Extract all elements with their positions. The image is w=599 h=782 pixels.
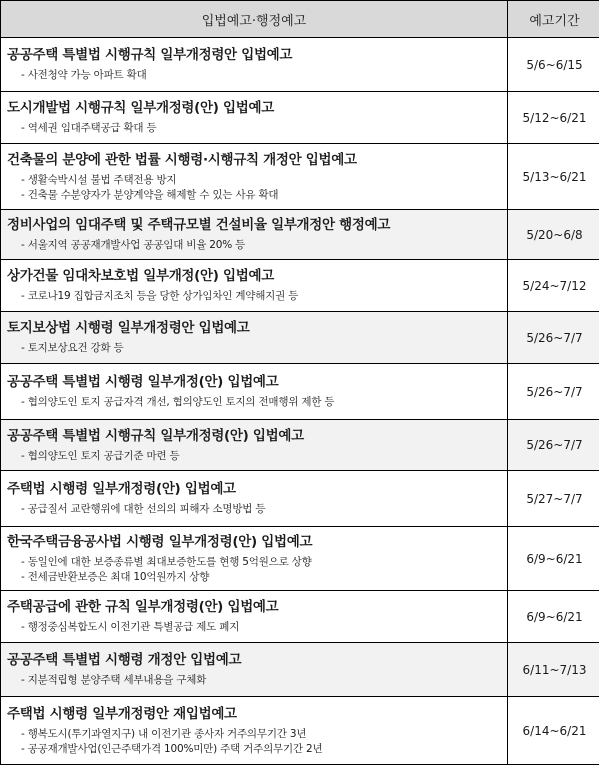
table-row xyxy=(1,643,599,697)
row-period: 5/13~6/21 xyxy=(508,144,599,210)
row-period: 5/27~7/7 xyxy=(508,471,599,527)
row-item: - 공공재개발사업(인근주택가격 100%미만) 주택 거주의무기간 2년 xyxy=(21,742,323,755)
row-item: - 협의양도인 토지 공급기준 마련 등 xyxy=(21,449,180,462)
row-period: 5/12~6/21 xyxy=(508,92,599,144)
row-title: 공공주택 특별법 시행령 일부개정(안) 입법예고 xyxy=(7,374,279,390)
header-notice: 입법예고·행정예고 xyxy=(1,1,508,38)
table-row xyxy=(1,210,599,260)
row-item: - 협의양도인 토지 공급자격 개선, 협의양도인 토지의 전매행위 제한 등 xyxy=(21,396,335,408)
table-row xyxy=(1,527,599,591)
row-item: - 생활숙박시설 불법 주택전용 방지 xyxy=(21,173,177,186)
row-item: - 공급질서 교란행위에 대한 선의의 피해자 소명방법 등 xyxy=(21,503,266,515)
row-item: - 지분적립형 분양주택 세부내용을 구체화 xyxy=(21,674,207,686)
row-item: - 코로나19 집합금지조치 등을 당한 상가임차인 계약해지권 등 xyxy=(21,290,299,302)
row-title: 건축물의 분양에 관한 법률 시행령·시행규칙 개정안 입법예고 xyxy=(7,151,357,168)
row-period: 5/20~6/8 xyxy=(508,210,599,260)
table-row xyxy=(1,471,599,527)
row-title: 공공주택 특별법 시행령 개정안 입법예고 xyxy=(7,652,242,668)
row-title: 정비사업의 임대주택 및 주택규모별 건설비율 일부개정안 행정예고 xyxy=(7,217,391,233)
row-title: 도시개발법 시행규칙 일부개정령(안) 입법예고 xyxy=(7,100,275,116)
row-item: - 토지보상요건 강화 등 xyxy=(21,342,124,354)
row-period: 6/14~6/21 xyxy=(508,697,599,765)
row-title: 상가건물 임대차보호법 일부개정(안) 입법예고 xyxy=(7,268,275,284)
table-row xyxy=(1,260,599,312)
row-item: - 사전청약 가능 아파트 확대 xyxy=(21,69,147,81)
row-period: 5/26~7/7 xyxy=(508,312,599,364)
header-period: 예고기간 xyxy=(508,1,599,38)
table-row xyxy=(1,38,599,92)
row-item: - 행복도시(투기과열지구) 내 이전기관 종사자 거주의무기간 3년 xyxy=(21,727,307,740)
row-period: 6/9~6/21 xyxy=(508,591,599,643)
table-row xyxy=(1,591,599,643)
row-period: 5/26~7/7 xyxy=(508,364,599,420)
row-item: - 동일인에 대한 보증종류별 최대보증한도를 현행 5억원으로 상향 xyxy=(21,555,312,568)
row-item: - 행정중심복합도시 이전기관 특별공급 제도 폐지 xyxy=(21,621,240,633)
row-item: - 역세권 임대주택공급 확대 등 xyxy=(21,122,157,134)
table-header-row xyxy=(1,1,599,38)
row-period: 6/11~7/13 xyxy=(508,643,599,697)
row-period: 6/9~6/21 xyxy=(508,527,599,591)
row-title: 주택공급에 관한 규칙 일부개정령(안) 입법예고 xyxy=(7,599,279,615)
row-period: 5/24~7/12 xyxy=(508,260,599,312)
table-row xyxy=(1,420,599,471)
row-item: - 서울지역 공공재개발사업 공공임대 비율 20% 등 xyxy=(21,239,246,251)
row-item: - 전세금반환보증은 최대 10억원까지 상향 xyxy=(21,570,210,583)
table-row xyxy=(1,312,599,364)
table-row xyxy=(1,144,599,210)
row-title: 공공주택 특별법 시행규칙 일부개정령(안) 입법예고 xyxy=(7,427,304,444)
row-title: 토지보상법 시행령 일부개정령안 입법예고 xyxy=(7,320,250,336)
row-item: - 건축물 수분양자가 분양계약을 해제할 수 있는 사유 확대 xyxy=(21,188,279,201)
row-period: 5/26~7/7 xyxy=(508,420,599,471)
table-row xyxy=(1,364,599,420)
row-title: 주택법 시행령 일부개정령(안) 입법예고 xyxy=(7,481,236,497)
table-row xyxy=(1,697,599,765)
row-title: 한국주택금융공사법 시행령 일부개정령(안) 입법예고 xyxy=(7,533,313,550)
table-row xyxy=(1,92,599,144)
row-title: 공공주택 특별법 시행규칙 일부개정령안 입법예고 xyxy=(7,47,293,63)
row-period: 5/6~6/15 xyxy=(508,38,599,92)
row-title: 주택법 시행령 일부개정령안 재입법예고 xyxy=(7,705,237,722)
